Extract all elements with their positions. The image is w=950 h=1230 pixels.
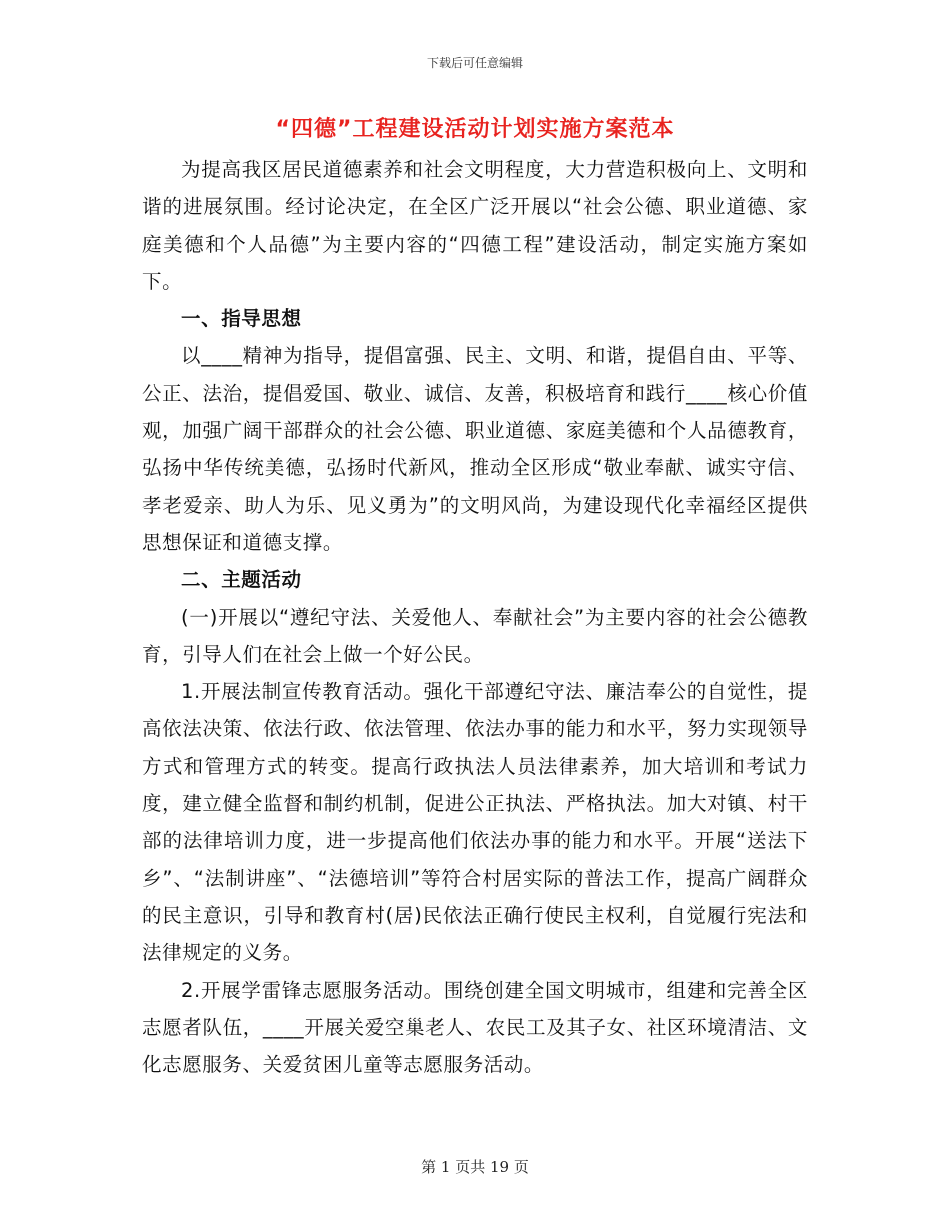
section-heading-guiding-ideology: 一、指导思想 <box>181 307 302 331</box>
subsection-social-morality: (一)开展以“遵纪守法、关爱他人、奉献社会”为主要内容的社会公德教育，引导人们在社会上做一个好公民。 <box>142 605 808 666</box>
intro-paragraph: 为提高我区居民道德素养和社会文明程度，大力营造积极向上、文明和谐的进展氛围。经讨论决定，在全区广泛开展以“社会公德、职业道德、家庭美德和个人品德”为主要内容的“四德工程”建设活动，制定实施方案如下。 <box>142 158 808 293</box>
page-number: 第 1 页共 19 页 <box>421 1158 529 1176</box>
section-heading-theme-activities: 二、主题活动 <box>181 568 302 592</box>
page-header-note: 下载后可任意编辑 <box>426 56 523 70</box>
document-body <box>142 151 808 1083</box>
guiding-ideology-paragraph: 以____精神为指导，提倡富强、民主、文明、和谐，提倡自由、平等、公正、法治，提倡爱国、敬业、诚信、友善，积极培育和践行____核心价值观，加强广阔干部群众的社会公德、职业道德、家庭美德和个人品德教育，弘扬中华传统美德，弘扬时代新风，推动全区形成“敬业奉献、诚实守信、孝老爱亲、助人为乐、见义勇为”的文明风尚，为建设现代化幸福经区提供思想保证和道德支撑。 <box>142 344 808 554</box>
item-volunteer-service: 2.开展学雷锋志愿服务活动。围绕创建全国文明城市，组建和完善全区志愿者队伍，____开展关爱空巢老人、农民工及其子女、社区环境清洁、文化志愿服务、关爱贫困儿童等志愿服务活动。 <box>142 978 808 1077</box>
item-legal-education: 1.开展法制宣传教育活动。强化干部遵纪守法、廉洁奉公的自觉性，提高依法决策、依法行政、依法管理、依法办事的能力和水平，努力实现领导方式和管理方式的转变。提高行政执法人员法律素养，加大培训和考试力度，建立健全监督和制约机制，促进公正执法、严格执法。加大对镇、村干部的法律培训力度，进一步提高他们依法办事的能力和水平。开展“送法下乡”、“法制讲座”、“法德培训”等符合村居实际的普法工作，提高广阔群众的民主意识，引导和教育村(居)民依法正确行使民主权利，自觉履行宪法和法律规定的义务。 <box>142 680 808 965</box>
document-title: “四德”工程建设活动计划实施方案范本 <box>275 117 675 142</box>
